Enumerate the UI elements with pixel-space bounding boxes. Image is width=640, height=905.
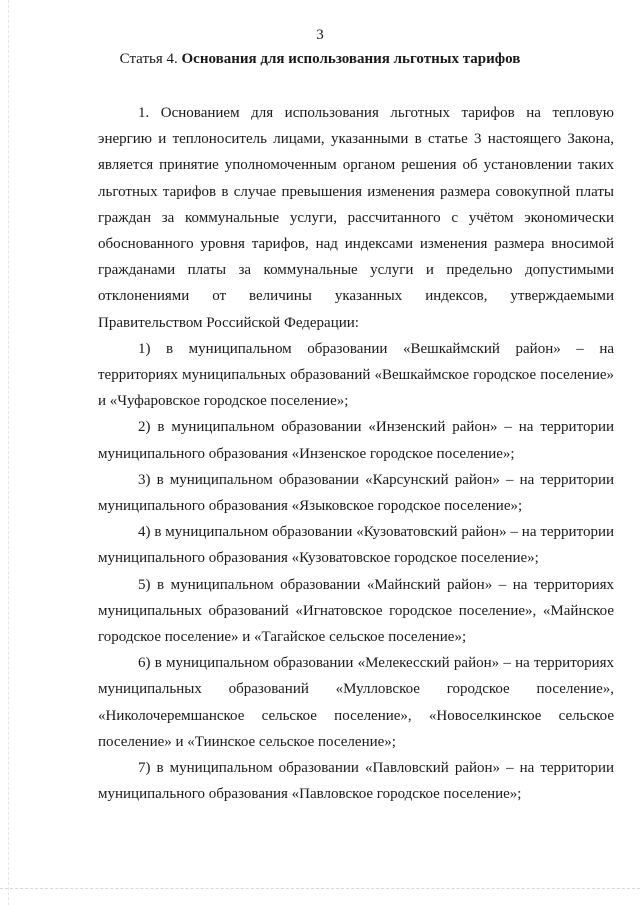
list-item-6: 6) в муниципальном образовании «Мелекесский район» – на территориях муниципальных образований «Мулловское городское поселение», «Николочеремшанское сельское поселение», «Новоселкинское сельское поселение» и «Тиинское сельское поселение»; — [98, 655, 614, 750]
article-prefix: Статья 4. — [119, 51, 178, 67]
article-title: Основания для использования льготных тарифов — [181, 51, 521, 67]
list-item-3: 3) в муниципальном образовании «Карсунский район» – на территории муниципального образования «Языковское городское поселение»; — [98, 471, 614, 515]
paragraph-main: 1. Основанием для использования льготных тарифов на тепловую энергию и теплоноситель лицами, указанными в статье 3 настоящего Закона, является принятие уполномоченным органом решения об установлении таких льготных тарифов в случае превышения изменения размера совокупной платы граждан за коммунальные услуги, рассчитанного с учётом экономически обоснованного уровня тарифов, над индексами изменения размера вносимой гражданами платы за коммунальные услуги и предельно допустимыми отклонениями от величины указанных индексов, утверждаемыми Правительством Российской Федерации: — [98, 105, 614, 331]
list-item-5: 5) в муниципальном образовании «Майнский район» – на территориях муниципальных образований «Игнатовское городское поселение», «Майнское городское поселение» и «Тагайское сельское поселение»; — [98, 576, 614, 646]
scan-bottom-line — [0, 888, 640, 889]
list-item-7: 7) в муниципальном образовании «Павловский район» – на территории муниципального образования «Павловское городское поселение»; — [98, 760, 614, 803]
list-item-2: 2) в муниципальном образовании «Инзенский район» – на территории муниципального образования «Инзенское городское поселение»; — [98, 419, 614, 462]
page-number: 3 — [316, 27, 324, 43]
list-item-4: 4) в муниципальном образовании «Кузоватовский район» – на территории муниципального образования «Кузоватовское городское поселение»; — [98, 524, 614, 567]
scan-margin-line — [8, 0, 9, 905]
document-body — [98, 100, 614, 807]
article-heading — [0, 51, 640, 68]
list-item-1: 1) в муниципальном образовании «Вешкаймский район» – на территориях муниципальных образований «Вешкаймское городское поселение» и «Чуфаровское городское поселение»; — [98, 340, 614, 410]
